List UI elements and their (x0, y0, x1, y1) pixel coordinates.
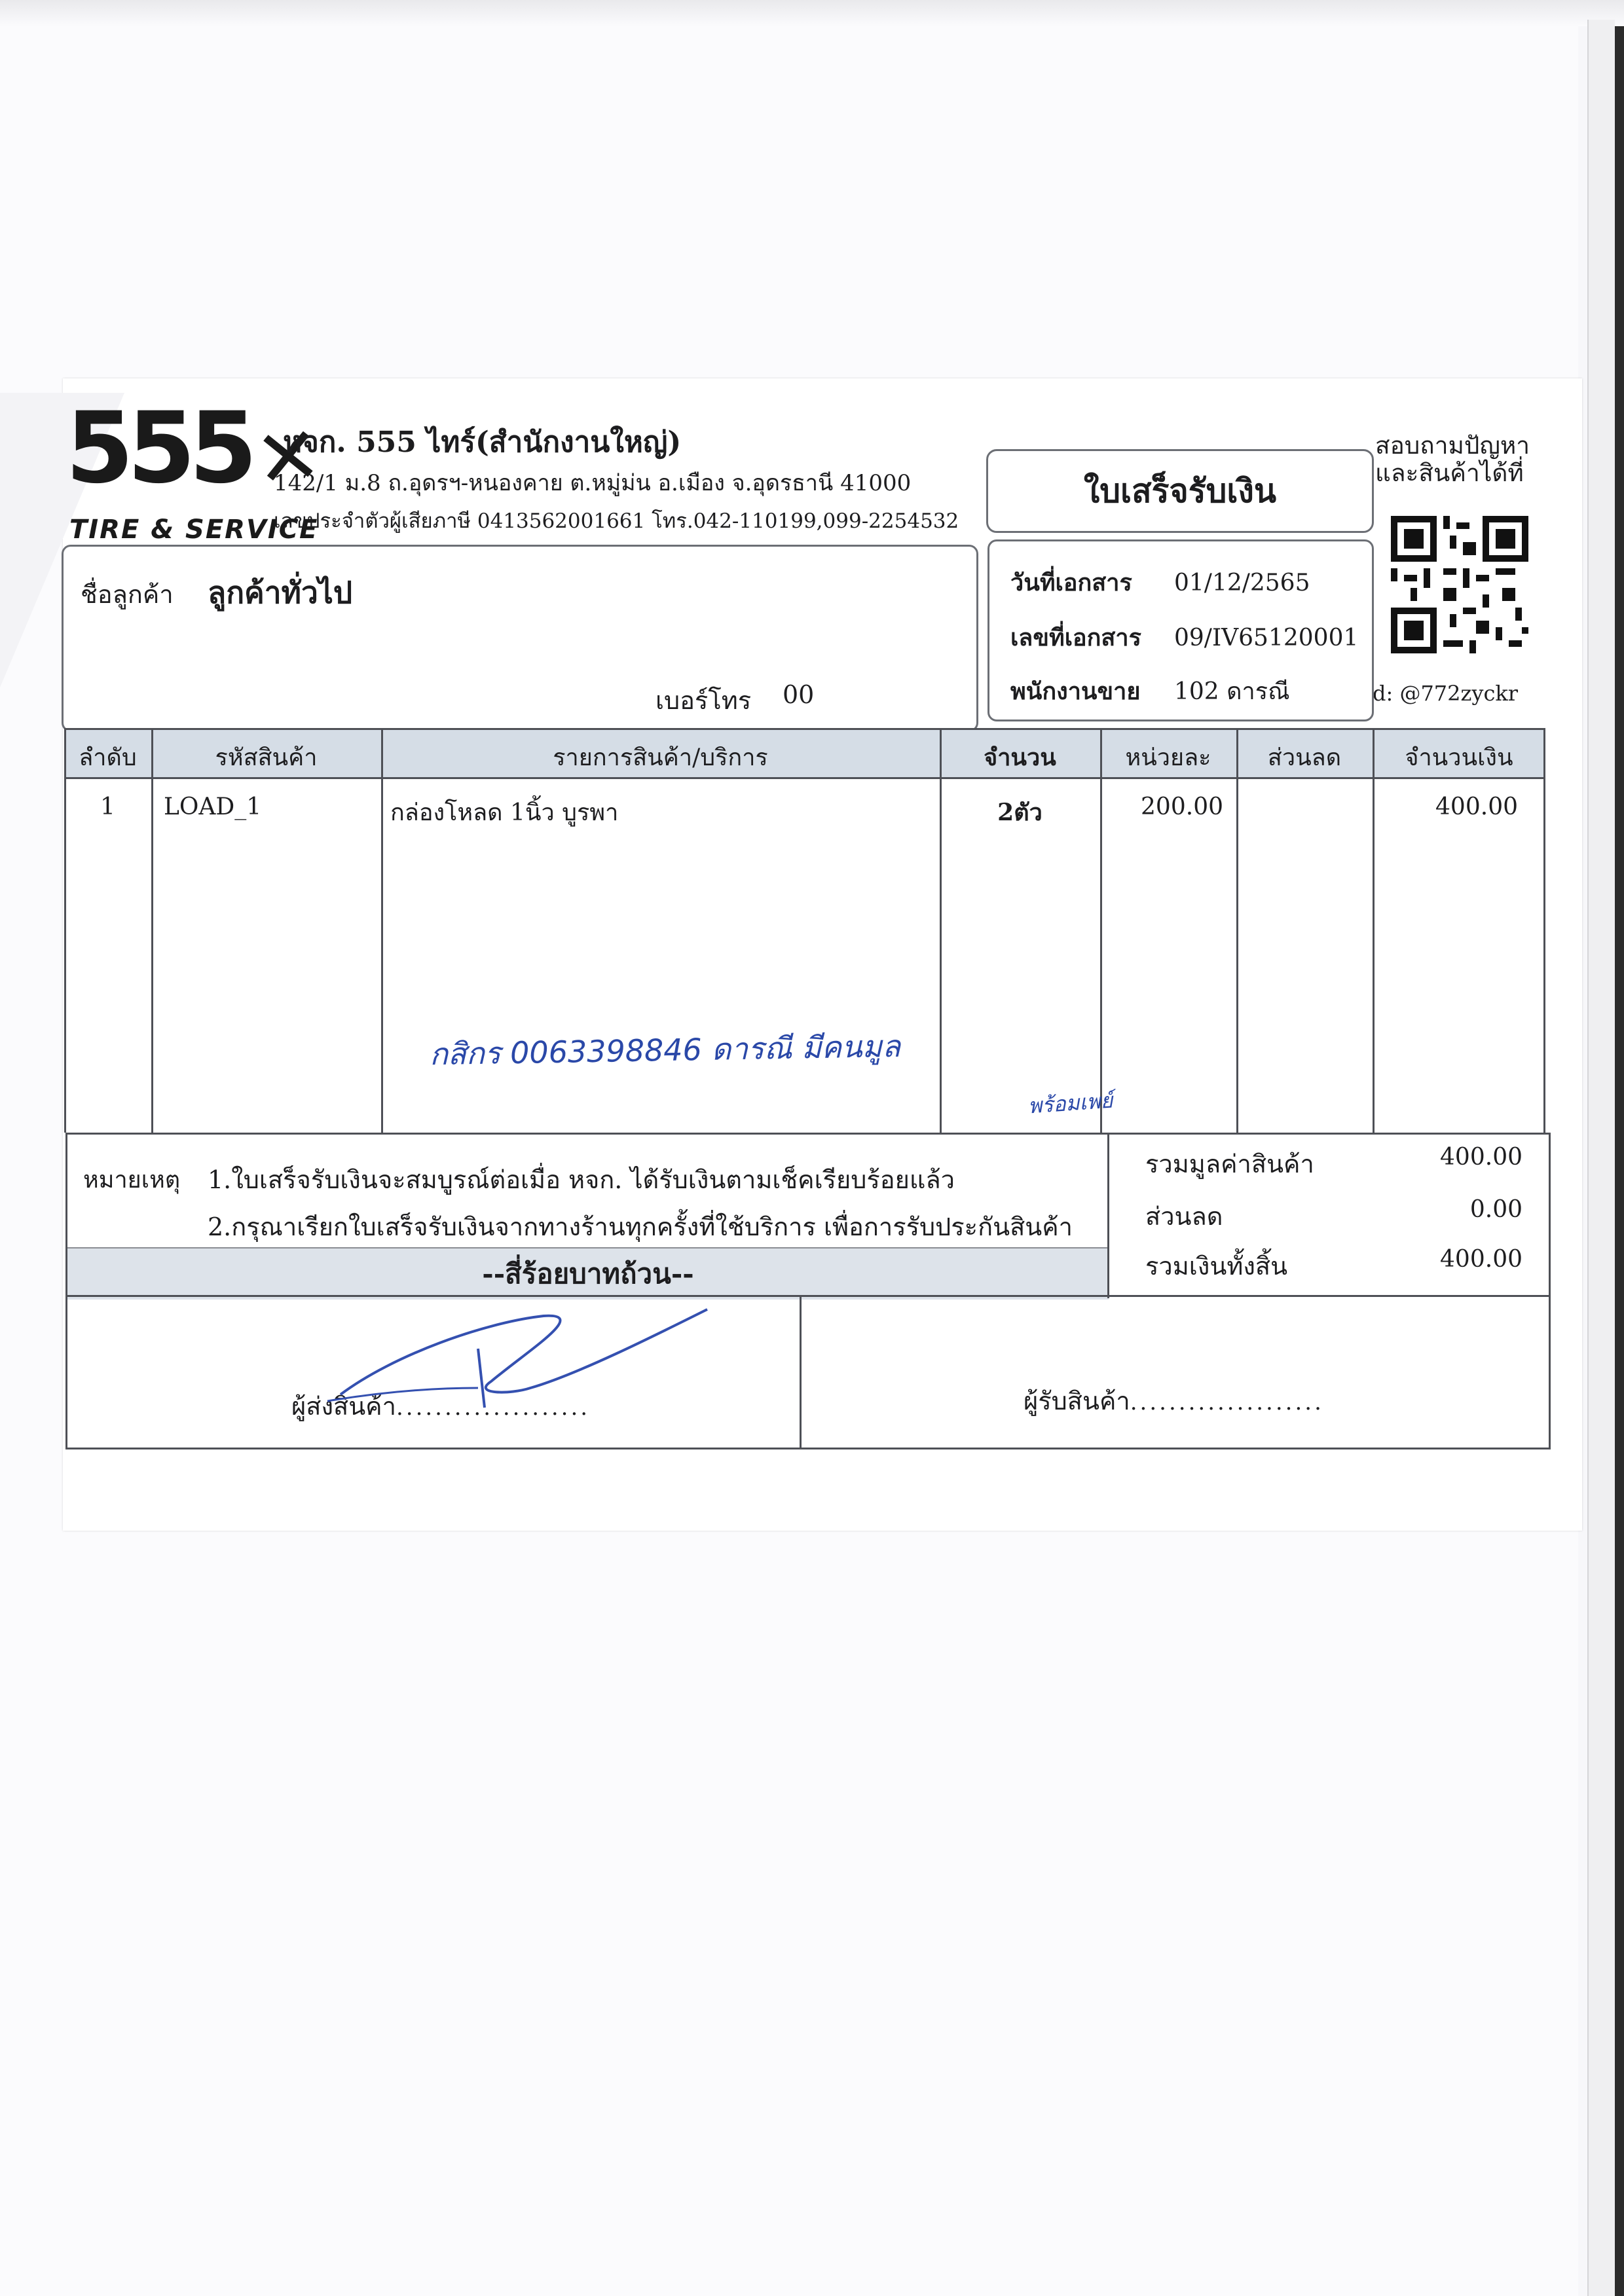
signature-section (65, 1295, 1551, 1449)
company-name: หจก. 555 ไทร์(สำนักงานใหญ่) (283, 426, 682, 459)
amount-in-words-bar (67, 1247, 1109, 1300)
row-code: LOAD_1 (164, 793, 262, 820)
receiver-dots: .................... (1130, 1389, 1324, 1415)
column-divider (1100, 728, 1102, 1133)
document-info-box (987, 539, 1374, 721)
qr-code-icon (1391, 516, 1528, 653)
date-label: วันที่เอกสาร (1010, 569, 1132, 596)
totals-divider (1107, 1135, 1109, 1298)
items-table (64, 728, 1545, 1133)
scan-top-shadow (0, 0, 1624, 26)
doc-number-label: เลขที่เอกสาร (1010, 624, 1141, 651)
scan-edge-light (1587, 20, 1615, 2296)
discount-value: 0.00 (1469, 1196, 1522, 1223)
qr-note-line2: และสินค้าได้ที่ (1375, 459, 1524, 487)
header-description: รายการสินค้า/บริการ (553, 744, 768, 771)
row-unit-price: 200.00 (1141, 793, 1223, 820)
signature-divider (800, 1297, 802, 1448)
qr-note (1375, 431, 1530, 487)
company-tax-phone: เลขประจำตัวผู้เสียภาษี 0413562001661 โทร.042-110199,099-2254532 (274, 509, 959, 533)
remark-line-1: 1.ใบเสร็จรับเงินจะสมบูรณ์ต่อเมื่อ หจก. ได้รับเงินตามเช็คเรียบร้อยแล้ว (208, 1165, 955, 1194)
company-logo (65, 392, 326, 545)
header-quantity: จำนวน (984, 744, 1056, 771)
logo-tagline: TIRE & SERVICE (69, 515, 319, 545)
header-code: รหัสสินค้า (215, 744, 318, 771)
header-unit-price: หน่วยละ (1125, 744, 1211, 771)
handwritten-bank-note: กสิกร 0063398846 ดารณี มีคนมูล (429, 1028, 901, 1072)
customer-phone-value: 00 (783, 680, 815, 709)
column-divider (1373, 728, 1375, 1133)
column-divider (151, 728, 153, 1133)
logo-number: 555 (65, 392, 251, 505)
info-salesperson-row (1010, 672, 1289, 710)
document-title: ใบเสร็จรับเงิน (1083, 471, 1277, 510)
header-discount: ส่วนลด (1267, 744, 1342, 771)
scan-edge-dark (1615, 26, 1624, 2296)
salesperson-label: พนักงานขาย (1010, 678, 1141, 705)
logo-wrench-x-icon: ✕ (251, 409, 326, 507)
company-address: 142/1 ม.8 ถ.อุดรฯ-หนองคาย ต.หมู่ม่น อ.เมือง จ.อุดรธานี 41000 (274, 470, 912, 496)
line-id: d: @772zyckr (1373, 681, 1519, 706)
header-no: ลำดับ (79, 744, 137, 771)
column-divider (940, 728, 942, 1133)
table-frame (64, 728, 1545, 1133)
row-no: 1 (100, 793, 115, 820)
row-quantity: 2ตัว (997, 799, 1043, 826)
sender-label: ผู้ส่งสินค้า (291, 1392, 396, 1421)
customer-box (62, 545, 978, 732)
remarks-label: หมายเหตุ (83, 1167, 181, 1194)
subtotal-label: รวมมูลค่าสินค้า (1145, 1150, 1314, 1178)
discount-label: ส่วนลด (1145, 1202, 1223, 1231)
column-divider (1236, 728, 1238, 1133)
salesperson-value: 102 ดารณี (1174, 678, 1290, 705)
remark-line-2: 2.กรุณาเรียกใบเสร็จรับเงินจากทางร้านทุกครั้งที่ใช้บริการ เพื่อการรับประกันสินค้า (208, 1212, 1073, 1241)
qr-note-line1: สอบถามปัญหา (1375, 431, 1530, 460)
customer-label: ชื่อลูกค้า (81, 580, 174, 609)
handwritten-signature-icon (314, 1296, 720, 1427)
total-label: รวมเงินทั้งสิ้น (1145, 1252, 1288, 1281)
document-title-box (986, 449, 1374, 533)
customer-name: ลูกค้าทั่วไป (208, 575, 353, 610)
info-date-row (1010, 564, 1310, 601)
doc-number-value: 09/IV65120001 (1174, 625, 1359, 651)
column-divider (381, 728, 383, 1133)
row-description: กล่องโหลด 1นิ้ว บูรพา (390, 799, 619, 826)
subtotal-value: 400.00 (1440, 1144, 1522, 1171)
date-value: 01/12/2565 (1174, 570, 1310, 596)
receiver-signature (1024, 1381, 1324, 1421)
header-amount: จำนวนเงิน (1405, 744, 1513, 771)
row-amount: 400.00 (1435, 793, 1518, 820)
handwritten-payment-note: พร้อมเพย์ (1027, 1087, 1114, 1119)
total-value: 400.00 (1440, 1246, 1522, 1273)
info-number-row (1010, 619, 1358, 656)
customer-phone-label: เบอร์โทร (655, 686, 752, 715)
remarks-totals-section (65, 1133, 1551, 1296)
sender-dots: .................... (396, 1394, 591, 1421)
receiver-label: ผู้รับสินค้า (1024, 1387, 1130, 1415)
amount-in-words: --สี่ร้อยบาทถ้วน-- (482, 1258, 694, 1290)
